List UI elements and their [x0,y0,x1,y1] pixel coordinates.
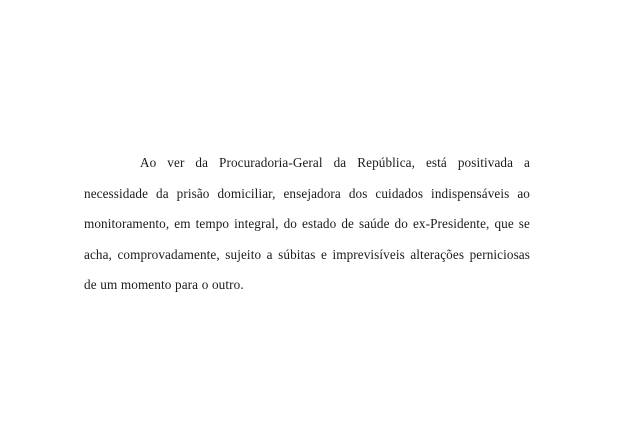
document-text-block [84,148,530,301]
paragraph-1: Ao ver da Procuradoria-Geral da República, está positivada a necessidade da prisão domiciliar, ensejadora dos cuidados indispensáveis ao monitoramento, em tempo integral, do estado de saúde do ex-Presidente, que se acha, comprovadamente, sujeito a súbitas e imprevisíveis alterações perniciosas de um momento para o outro. [84,155,530,292]
